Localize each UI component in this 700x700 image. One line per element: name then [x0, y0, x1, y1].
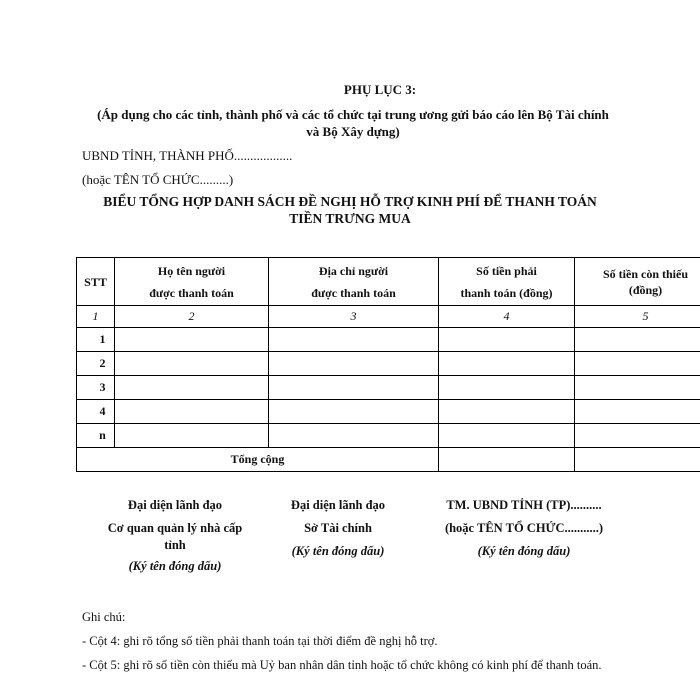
appendix-title: PHỤ LỤC 3:: [343, 82, 417, 97]
table-cell: [269, 328, 439, 352]
total-amount-payable: [439, 448, 575, 472]
signature-block-management: [60, 494, 290, 578]
table-cell: [439, 424, 575, 448]
header-payee-address-line2: được thanh toán: [311, 285, 396, 300]
signature-block-finance: [258, 494, 418, 563]
signature-agency: (hoặc TÊN TỔ CHỨC...........): [444, 521, 604, 535]
report-heading-line2: TIỀN TRƯNG MUA: [289, 211, 411, 226]
signature-title: Đại diện lãnh đạo: [127, 498, 223, 512]
table-cell: [269, 424, 439, 448]
table-cell: [269, 400, 439, 424]
table-cell: [575, 328, 700, 352]
header-amount-remaining-line1: Số tiền còn thiếu: [602, 266, 688, 281]
signature-agency-line2: tỉnh: [164, 538, 186, 552]
table-row: [77, 328, 700, 352]
table-header-row: [77, 258, 700, 306]
header-amount-payable-line1: Số tiền phải: [476, 263, 537, 278]
table-cell: [575, 376, 700, 400]
total-row: [77, 448, 700, 472]
signature-note: (Ký tên đóng dấu): [291, 544, 385, 558]
payment-summary-table: [76, 257, 700, 472]
table-cell: [439, 352, 575, 376]
header-amount-payable: [439, 258, 575, 306]
header-payee-name-line1: Họ tên người: [157, 263, 226, 278]
table-row: [77, 400, 700, 424]
organization-line: (hoặc TÊN TỔ CHỨC.........): [82, 172, 234, 187]
header-amount-payable-line2: thanh toán (đồng): [460, 285, 553, 300]
row-stt: n: [77, 424, 115, 448]
column-number-row: [77, 306, 700, 328]
table-row: [77, 376, 700, 400]
report-heading: [90, 193, 610, 227]
header-stt: STT: [77, 258, 115, 306]
column-number: 5: [575, 306, 700, 328]
notes-label: Ghi chú:: [82, 610, 126, 624]
province-line: UBND TỈNH, THÀNH PHỐ..................: [82, 148, 293, 163]
row-stt: 3: [77, 376, 115, 400]
table-cell: [269, 352, 439, 376]
note-column-4: - Cột 4: ghi rõ tổng số tiền phải thanh toán tại thời điểm đề nghị hỗ trợ.: [82, 634, 438, 648]
table-cell: [115, 400, 269, 424]
table-cell: [575, 400, 700, 424]
table-cell: [575, 424, 700, 448]
row-stt: 1: [77, 328, 115, 352]
row-stt: 2: [77, 352, 115, 376]
column-number: 2: [115, 306, 269, 328]
header-payee-name: [115, 258, 269, 306]
signature-note: (Ký tên đóng dấu): [477, 544, 571, 558]
header-payee-address-line1: Địa chỉ người: [318, 263, 389, 278]
column-number: 3: [269, 306, 439, 328]
appendix-subtitle: (Áp dụng cho các tỉnh, thành phố và các tổ chức tại trung ương gửi báo cáo lên Bộ Tài chính và Bộ Xây dựng): [97, 107, 609, 139]
table-cell: [115, 376, 269, 400]
report-heading-line1: BIỂU TỔNG HỢP DANH SÁCH ĐỀ NGHỊ HỖ TRỢ KINH PHÍ ĐỂ THANH TOÁN: [103, 194, 597, 209]
table-cell: [115, 352, 269, 376]
signature-note: (Ký tên đóng dấu): [128, 559, 222, 573]
header-amount-remaining: [575, 258, 700, 306]
total-amount-remaining: [575, 448, 700, 472]
table-row: [77, 424, 700, 448]
signature-title: Đại diện lãnh đạo: [290, 498, 386, 512]
note-column-5: - Cột 5: ghi rõ số tiền còn thiếu mà Uỷ ban nhân dân tỉnh hoặc tổ chức không có kinh phí để thanh toán.: [82, 658, 602, 672]
table-cell: [115, 424, 269, 448]
row-stt: 4: [77, 400, 115, 424]
signature-title: TM. UBND TỈNH (TP)..........: [446, 498, 602, 512]
table-cell: [269, 376, 439, 400]
column-number: 1: [77, 306, 115, 328]
column-number: 4: [439, 306, 575, 328]
table-cell: [115, 328, 269, 352]
signature-agency: Sở Tài chính: [304, 521, 372, 535]
table-row: [77, 352, 700, 376]
table-cell: [439, 376, 575, 400]
table-cell: [575, 352, 700, 376]
total-label: Tổng cộng: [77, 448, 439, 472]
signature-block-province: [424, 494, 624, 563]
table-cell: [439, 400, 575, 424]
signature-agency: [60, 520, 290, 554]
header-amount-remaining-line2: (đồng): [628, 282, 663, 297]
table-cell: [439, 328, 575, 352]
signature-agency-line1: Cơ quan quản lý nhà cấp: [107, 521, 243, 535]
header-payee-name-line2: được thanh toán: [149, 285, 234, 300]
header-payee-address: [269, 258, 439, 306]
